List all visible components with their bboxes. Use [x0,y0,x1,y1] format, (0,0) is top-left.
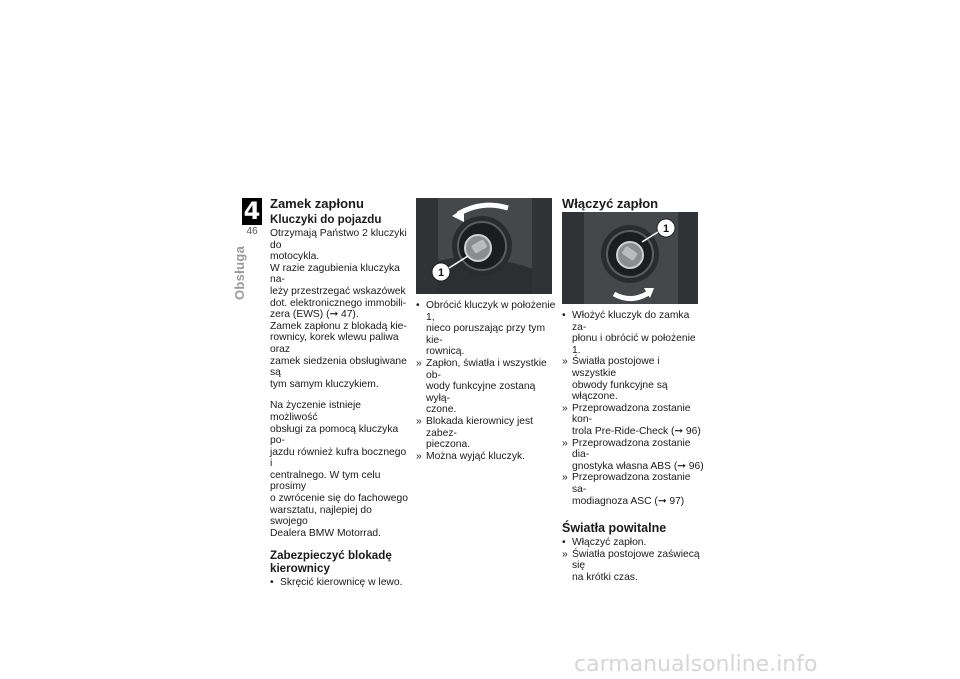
text-line: Blokada kierownicy jest zabez- [426,415,534,439]
list-item: • Skręcić kierownicę w lewo. [270,577,403,589]
column-1 [270,196,410,589]
text-line: czone. [426,404,457,416]
list-item [562,310,704,356]
text-line: Światła postojowe zaświecą się [572,548,700,572]
text-line: dot. elektronicznego immobili- [270,297,407,309]
list-item [562,438,704,473]
callout-1: 1 [437,267,445,279]
list-marker: » [416,357,422,369]
text-line: obsługi za pomocą kluczyka po- [270,423,399,447]
list-marker: » [562,472,568,484]
list-item [416,416,556,451]
list-item [416,358,556,416]
text-line: nieco poruszając przy tym kie- [426,323,546,346]
chapter-title: Obsługa [232,245,247,300]
subheading-keys: Kluczyki do pojazdu [270,213,382,226]
column-2 [416,300,556,462]
paragraph-cases [270,400,410,539]
text-line: centralnego. W tym celu prosimy [270,469,381,493]
list-marker: • [416,300,420,311]
ignition-on-illustration [562,212,698,304]
text-line: płonu i obrócić w położenie 1. [572,333,696,356]
list-marker: • [562,537,566,549]
text-line: Zapłon, światła i wszystkie ob- [426,357,547,381]
text-line: trola Pre-Ride-Check (➞ 96) [572,425,701,437]
text-line: rownicy, korek wlewu paliwa oraz [270,332,399,355]
text-line: Przeprowadzona zostanie sa- [572,472,691,495]
section-title-ignition: Zamek zapłonu [270,196,364,211]
text-line: tym samym kluczykiem. [270,378,379,390]
text-line: leży przestrzegać wskazówek [270,285,406,297]
text-line: warsztatu, najlepiej do swojego [270,504,372,528]
text-line: zamek siedzenia obsługiwane są [270,355,407,379]
text-line: Można wyjąć kluczyk. [426,450,525,462]
ignition-on-photo [562,212,698,304]
list-item [416,300,556,358]
text-line: Przeprowadzona zostanie dia- [572,437,691,461]
subheading-steering-lock: Zabezpieczyć blokadę kierownicy [270,549,392,576]
list-item [562,403,704,438]
text-line: jazdu również kufra bocznego i [270,446,407,470]
text-line: rownicą. [426,346,465,358]
chapter-number: 4 [243,197,261,225]
ignition-lock-illustration [416,198,552,294]
list-item [562,472,704,507]
text-line: Na życzenie istnieje możliwość [270,400,361,423]
list-item [416,451,556,463]
text-line: pieczona. [426,439,471,451]
list-marker: » [416,415,422,427]
callout-1: 1 [662,223,670,235]
section-title-welcome-lights: Światła powitalne [562,521,667,536]
list-marker: » [562,356,568,368]
paragraph-keys [270,228,410,390]
column-3 [562,310,704,583]
text-line: Obrócić kluczyk w położenie 1, [426,300,556,323]
text-line: Światła postojowe i wszystkie [572,356,660,379]
text-line: Włożyć kluczyk do zamka za- [572,310,690,333]
list-marker: » [562,548,568,560]
page-number: 46 [246,226,258,237]
text-line: na krótki czas. [572,571,638,583]
steering-lock-photo [416,198,552,294]
column-3-header [562,196,702,213]
text-line: wody funkcyjne zostaną wyłą- [426,381,536,404]
list-item [562,537,704,549]
text-line: gnostyka własna ABS (➞ 96) [572,460,704,472]
text-line: Otrzymają Państwo 2 kluczyki do [270,228,407,251]
text-line: o zwrócenie się do fachowego [270,493,408,505]
text-line: Zamek zapłonu z blokadą kie- [270,320,407,332]
list-marker: • [562,310,566,321]
list-item [562,549,704,584]
list-marker: » [416,450,422,462]
list-marker: » [562,437,568,449]
text-line: Włączyć zapłon. [572,537,647,549]
text-line: obwody funkcyjne są włączone. [572,379,668,403]
text-line: Przeprowadzona zostanie kon- [572,402,691,426]
text-line: Dealera BMW Motorrad. [270,527,382,539]
text-line: zera (EWS) (➞ 47). [270,309,359,321]
text-line: motocykla. [270,251,320,263]
list-item [562,356,704,402]
text-line: W razie zagubienia kluczyka na- [270,262,400,286]
list-marker: » [562,402,568,414]
text-line: modiagnoza ASC (➞ 97) [572,495,685,507]
watermark: carmanualsonline.info [574,652,818,677]
section-title-switch-on: Włączyć zapłon [562,196,659,211]
